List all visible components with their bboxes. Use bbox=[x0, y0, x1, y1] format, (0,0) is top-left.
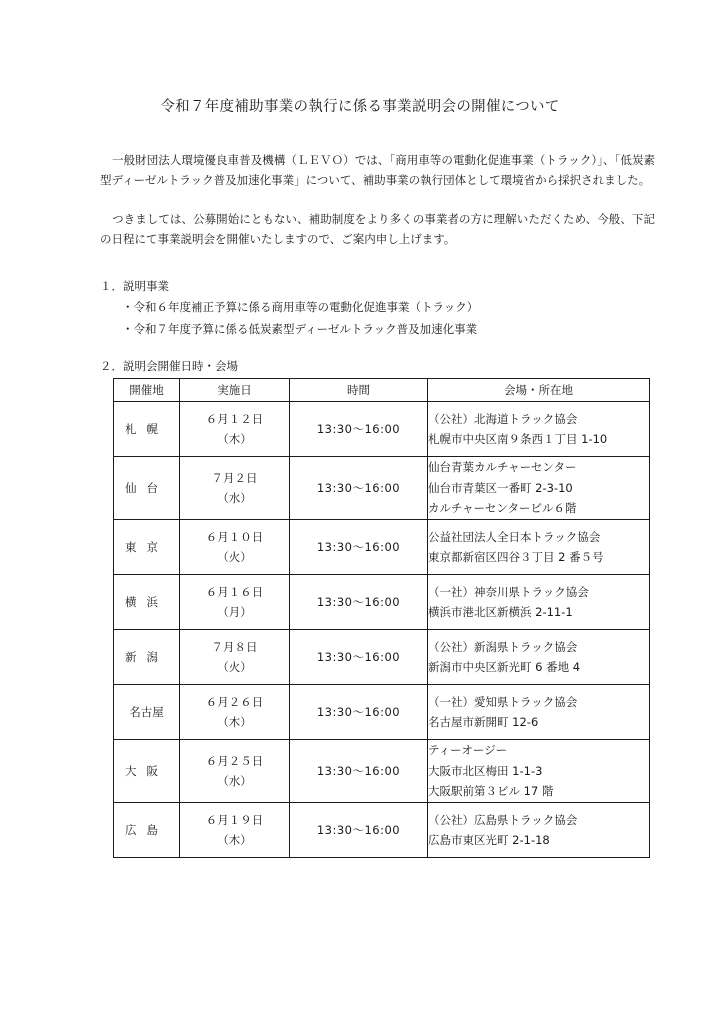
venue-line: （一社）神奈川県トラック協会 bbox=[428, 584, 589, 599]
date-text: ６月２６日 bbox=[205, 695, 264, 709]
venue-line: 大阪市北区梅田 1-1-3 bbox=[428, 763, 543, 778]
venue-cell bbox=[428, 685, 650, 740]
date-text: ７月８日 bbox=[211, 640, 258, 654]
date-cell bbox=[180, 740, 290, 803]
time-cell: 13:30～16:00 bbox=[290, 575, 428, 630]
location-cell: 仙台 bbox=[114, 457, 180, 520]
list-item bbox=[122, 318, 478, 340]
location-cell: 新潟 bbox=[114, 630, 180, 685]
header-location: 開催地 bbox=[114, 379, 180, 402]
location-cell: 大阪 bbox=[114, 740, 180, 803]
venue-line: カルチャーセンタービル６階 bbox=[428, 501, 577, 516]
header-time: 時間 bbox=[290, 379, 428, 402]
venue-line: （公社）北海道トラック協会 bbox=[428, 411, 578, 426]
date-cell bbox=[180, 520, 290, 575]
time-cell: 13:30～16:00 bbox=[290, 520, 428, 575]
table-row bbox=[114, 520, 650, 575]
date-text: ６月１２日 bbox=[205, 412, 264, 426]
table-row bbox=[114, 630, 650, 685]
date-text: ６月１０日 bbox=[205, 530, 264, 544]
venue-line: 広島市東区光町 2-1-18 bbox=[428, 833, 550, 847]
weekday-text: （木） bbox=[217, 715, 252, 729]
list-item-text: 令和６年度補正予算に係る商用車等の電動化促進事業（トラック） bbox=[133, 300, 479, 314]
list-item-text: 令和７年度予算に係る低炭素型ディーゼルトラック普及加速化事業 bbox=[133, 322, 478, 336]
date-cell bbox=[180, 630, 290, 685]
table-row bbox=[114, 740, 650, 803]
location-cell: 広島 bbox=[114, 803, 180, 858]
date-cell bbox=[180, 402, 290, 457]
table-row bbox=[114, 685, 650, 740]
time-cell: 13:30～16:00 bbox=[290, 740, 428, 803]
venue-line: 札幌市中央区南９条西１丁目 1-10 bbox=[428, 432, 608, 446]
intro-paragraph-text: 一般財団法人環境優良車普及機構（ＬＥＶＯ）では、「商用車等の電動化促進事業（トラック）」、「低炭素型ディーゼルトラック普及加速化事業」について、補助事業の執行団体として環境省から採択されました。 bbox=[100, 153, 655, 187]
location-cell: 札幌 bbox=[114, 402, 180, 457]
date-text: ６月２５日 bbox=[205, 754, 264, 768]
date-cell bbox=[180, 457, 290, 520]
venue-line: 横浜市港北区新横浜 2-11-1 bbox=[428, 605, 573, 619]
venue-cell bbox=[428, 740, 650, 803]
weekday-text: （月） bbox=[217, 605, 252, 619]
venue-line: （公社）広島県トラック協会 bbox=[428, 812, 578, 827]
venue-cell bbox=[428, 520, 650, 575]
weekday-text: （火） bbox=[217, 550, 252, 564]
time-cell: 13:30～16:00 bbox=[290, 402, 428, 457]
time-cell: 13:30～16:00 bbox=[290, 630, 428, 685]
table-row bbox=[114, 402, 650, 457]
table-row bbox=[114, 803, 650, 858]
section-2-heading: ２．説明会開催日時・会場 bbox=[100, 359, 238, 373]
date-text: ６月１６日 bbox=[205, 585, 264, 599]
weekday-text: （木） bbox=[217, 432, 252, 446]
venue-line: 新潟市中央区新光町 6 番地 4 bbox=[428, 660, 581, 674]
intro-paragraph bbox=[100, 151, 655, 190]
notice-paragraph-text: つきましては、公募開始にともない、補助制度をより多くの事業者の方に理解いただくため、今般、下記の日程にて事業説明会を開催いたしますので、ご案内申し上げます。 bbox=[100, 212, 655, 246]
date-cell bbox=[180, 685, 290, 740]
location-cell: 東京 bbox=[114, 520, 180, 575]
venue-line: 大阪駅前第３ビル 17 階 bbox=[428, 784, 554, 799]
venue-cell bbox=[428, 630, 650, 685]
venue-line: 仙台市青葉区一番町 2-3-10 bbox=[428, 480, 573, 495]
document-title: 令和７年度補助事業の執行に係る事業説明会の開催について bbox=[160, 99, 560, 115]
weekday-text: （火） bbox=[217, 660, 252, 674]
venue-line: 仙台青葉カルチャーセンター bbox=[428, 460, 577, 475]
time-cell: 13:30～16:00 bbox=[290, 685, 428, 740]
venue-cell bbox=[428, 402, 650, 457]
table-row bbox=[114, 575, 650, 630]
section-1-heading: １．説明事業 bbox=[100, 279, 169, 293]
weekday-text: （水） bbox=[217, 774, 252, 788]
date-text: ７月２日 bbox=[211, 471, 258, 485]
venue-cell bbox=[428, 575, 650, 630]
section-1-list bbox=[122, 296, 478, 340]
venue-line: 名古屋市新開町 12-6 bbox=[428, 715, 539, 729]
location-cell: 名古屋 bbox=[114, 685, 180, 740]
venue-line: （一社）愛知県トラック協会 bbox=[428, 694, 578, 709]
list-item bbox=[122, 296, 478, 318]
date-text: ６月１９日 bbox=[205, 813, 264, 827]
notice-paragraph bbox=[100, 210, 655, 249]
time-cell: 13:30～16:00 bbox=[290, 457, 428, 520]
venue-line: ティーオージー bbox=[428, 743, 508, 758]
venue-line: （公社）新潟県トラック協会 bbox=[428, 639, 578, 654]
venue-cell bbox=[428, 803, 650, 858]
header-date: 実施日 bbox=[180, 379, 290, 402]
table-row bbox=[114, 457, 650, 520]
weekday-text: （木） bbox=[217, 833, 252, 847]
header-venue: 会場・所在地 bbox=[428, 379, 650, 402]
venue-line: 東京都新宿区四谷３丁目 2 番５号 bbox=[428, 550, 604, 564]
venue-cell bbox=[428, 457, 650, 520]
date-cell bbox=[180, 803, 290, 858]
location-cell: 横浜 bbox=[114, 575, 180, 630]
weekday-text: （水） bbox=[217, 491, 252, 505]
date-cell bbox=[180, 575, 290, 630]
schedule-table bbox=[113, 378, 650, 858]
table-header-row bbox=[114, 379, 650, 402]
venue-line: 公益社団法人全日本トラック協会 bbox=[428, 529, 601, 544]
time-cell: 13:30～16:00 bbox=[290, 803, 428, 858]
